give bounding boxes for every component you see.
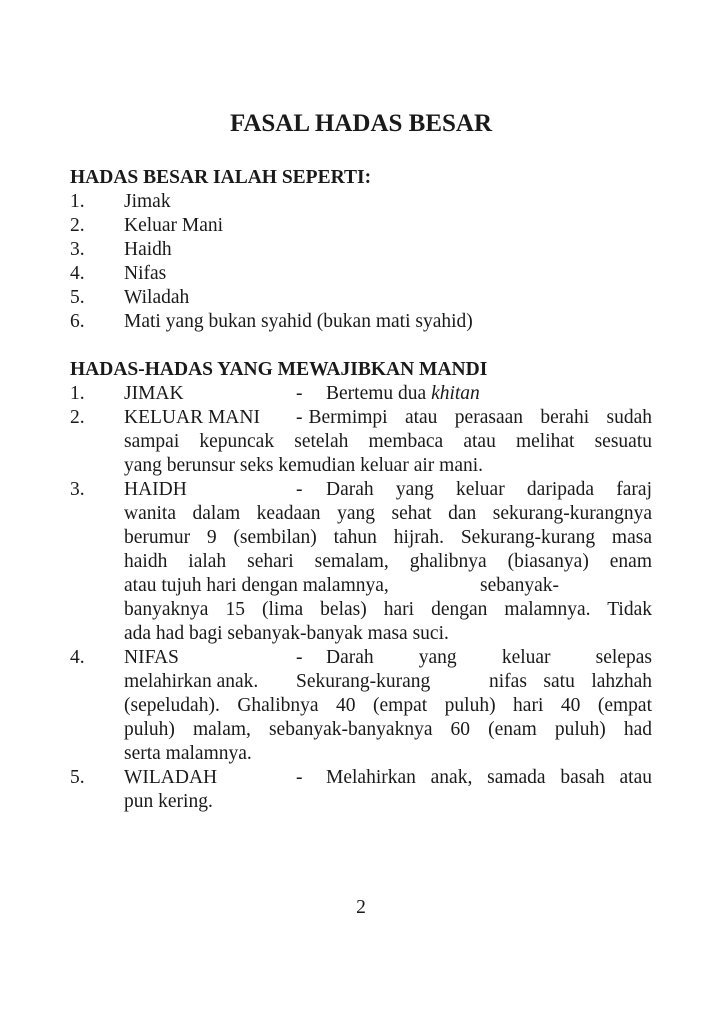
definition-term: HAIDH — [124, 479, 187, 500]
list-text: Haidh — [124, 239, 172, 260]
definition-line: wanita dalam keadaan yang sehat dan sekurang-kurangnya — [124, 503, 652, 524]
definition-line: pun kering. — [124, 791, 213, 812]
list-text: Mati yang bukan syahid (bukan mati syahid) — [124, 311, 473, 332]
definition-term: WILADAH — [124, 767, 218, 788]
definition-line: berumur 9 (sembilan) tahun hijrah. Sekurang-kurang masa — [124, 527, 652, 548]
definition-term: JIMAK — [124, 383, 184, 404]
list-text: Wiladah — [124, 287, 190, 308]
list-number: 6. — [70, 311, 85, 332]
list-number: 5. — [70, 287, 85, 308]
definition-line: sampai kepuncak setelah membaca atau melihat sesuatu — [124, 431, 652, 452]
definition-line: puluh) malam, sebanyak-banyaknya 60 (enam puluh) had — [124, 719, 652, 740]
definition-first-line: Bertemu dua — [326, 383, 427, 404]
definition-line: yang berunsur seks kemudian keluar air mani. — [124, 455, 484, 476]
definition-line: banyaknya 15 (lima belas) hari dengan malamnya. Tidak — [124, 599, 652, 620]
definition-text: Darah yang keluar daripada faraj — [326, 479, 652, 500]
list-number: 3. — [70, 239, 85, 260]
definition-dash: - — [296, 647, 303, 668]
definition-line: Sekurang-kurang — [296, 671, 431, 692]
definition-dash: - — [296, 407, 303, 428]
list-text: Jimak — [124, 191, 171, 212]
definition-text: Melahirkan anak, samada basah atau — [326, 767, 652, 788]
definition-text: Bermimpi atau perasaan berahi sudah — [308, 407, 652, 428]
section-heading-mewajibkan-mandi: HADAS-HADAS YANG MEWAJIBKAN MANDI — [70, 359, 488, 380]
definition-dash: - — [296, 383, 303, 404]
page-title: FASAL HADAS BESAR — [229, 110, 493, 137]
list-number: 3. — [70, 479, 85, 500]
list-number: 4. — [70, 647, 85, 668]
definition-dash: - — [296, 767, 303, 788]
definition-line: melahirkan anak. — [124, 671, 259, 692]
definition-line: atau tujuh hari dengan malamnya, — [124, 575, 389, 596]
definition-dash: - — [296, 479, 303, 500]
list-text: Keluar Mani — [124, 215, 224, 236]
page-number: 2 — [356, 897, 366, 918]
list-number: 1. — [70, 383, 85, 404]
definition-line: serta malamnya. — [124, 743, 252, 764]
list-number: 2. — [70, 215, 85, 236]
definition-line: nifas satu lahzhah — [489, 671, 652, 692]
definition-line: (sepeludah). Ghalibnya 40 (empat puluh) hari 40 (empat — [124, 695, 652, 716]
definition-italic-term: khitan — [431, 383, 480, 404]
definition-line: sebanyak- — [480, 575, 560, 596]
list-text: Nifas — [124, 263, 167, 284]
list-number: 4. — [70, 263, 85, 284]
definition-line: haidh ialah sehari semalam, ghalibnya (biasanya) enam — [124, 551, 652, 572]
definition-first-line — [296, 406, 652, 430]
definition-term: KELUAR MANI — [124, 407, 260, 428]
definition-text — [326, 382, 480, 406]
list-number: 1. — [70, 191, 85, 212]
definition-line: ada had bagi sebanyak-banyak masa suci. — [124, 623, 449, 644]
section-heading-hadas-besar: HADAS BESAR IALAH SEPERTI: — [70, 167, 372, 188]
definition-text: Darah yang keluar selepas — [326, 647, 652, 668]
list-number: 5. — [70, 767, 85, 788]
definition-term: NIFAS — [124, 647, 179, 668]
list-number: 2. — [70, 407, 85, 428]
